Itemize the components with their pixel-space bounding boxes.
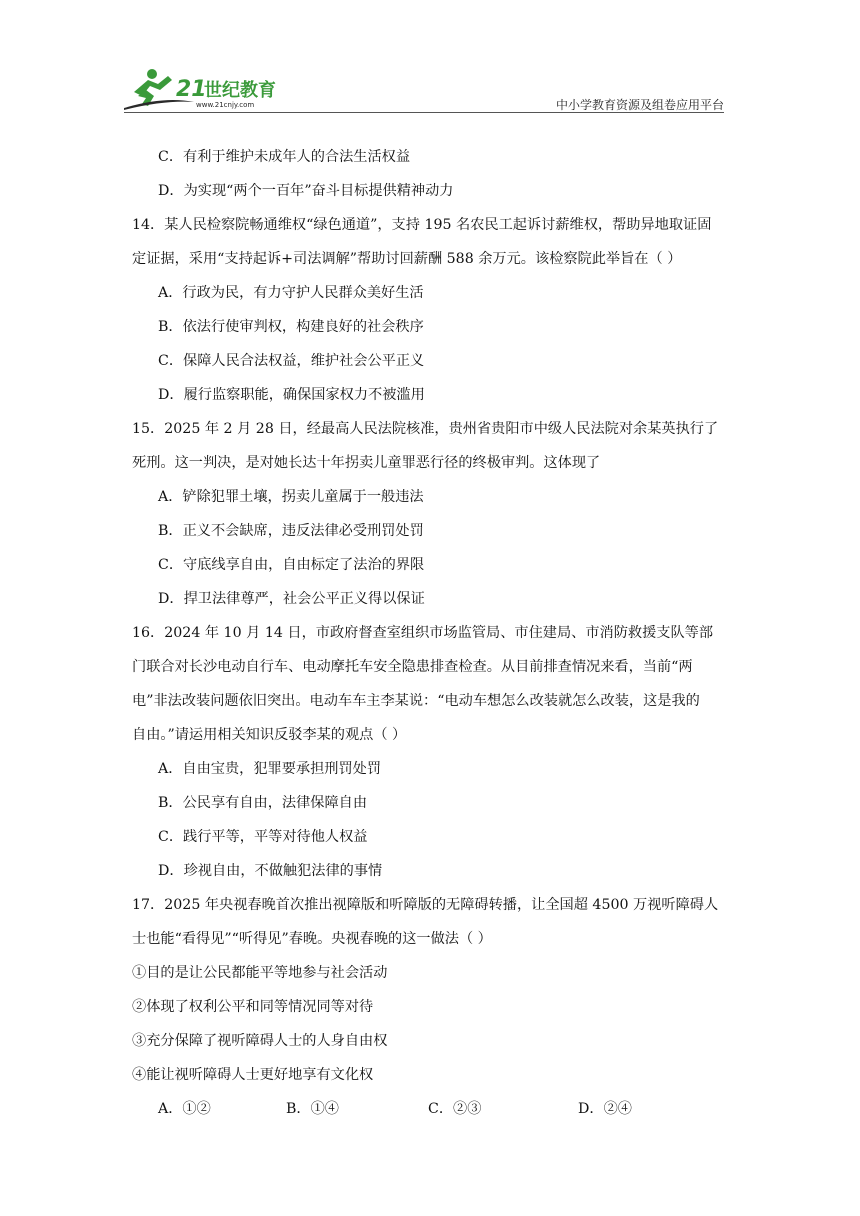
q15-stem-line-1: 15．2025 年 2 月 28 日，经最高人民法院核准，贵州省贵阳市中级人民法院对余某英执行了: [132, 421, 719, 437]
q17-item-3: ③充分保障了视听障碍人士的人身自由权: [132, 1033, 388, 1049]
q14-stem-line-2: 定证据，采用“支持起诉+司法调解”帮助讨回薪酬 588 余万元。该检察院此举旨在（ ）: [132, 251, 682, 267]
q16-option-b: B．公民享有自由，法律保障自由: [158, 795, 368, 811]
svg-text:21: 21: [176, 77, 207, 102]
svg-text:世纪教育: 世纪教育: [204, 80, 276, 101]
q15-option-c: C．守底线享自由，自由标定了法治的界限: [158, 557, 425, 573]
q16-stem-line-2: 门联合对长沙电动自行车、电动摩托车安全隐患排查检查。从目前排查情况来看，当前“两: [132, 659, 693, 675]
q17-item-4: ④能让视听障碍人士更好地享有文化权: [132, 1067, 374, 1083]
q15-option-a: A．铲除犯罪土壤，拐卖儿童属于一般违法: [158, 489, 424, 505]
q15-option-b: B．正义不会缺席，违反法律必受刑罚处罚: [158, 523, 424, 539]
q16-stem-line-3: 电”非法改装问题依旧突出。电动车车主李某说：“电动车想怎么改装就怎么改装，这是我的: [132, 693, 700, 709]
q14-option-b: B．依法行使审判权，构建良好的社会秩序: [158, 319, 424, 335]
q17-stem-line-2: 士也能“看得见”“听得见”春晚。央视春晚的这一做法（ ）: [132, 931, 492, 947]
header-rule: [124, 112, 724, 113]
q13-option-c: C．有利于维护未成年人的合法生活权益: [158, 149, 411, 165]
q17-item-2: ②体现了权利公平和同等情况同等对待: [132, 999, 374, 1015]
q16-option-d: D．珍视自由，不做触犯法律的事情: [158, 863, 383, 879]
q14-stem-line-1: 14．某人民检察院畅通维权“绿色通道”，支持 195 名农民工起诉讨薪维权，帮助异地取证固: [132, 217, 712, 233]
q17-options-row: [132, 1092, 732, 1126]
q14-option-a: A．行政为民，有力守护人民群众美好生活: [158, 285, 424, 301]
q13-option-d: D．为实现“两个一百年”奋斗目标提供精神动力: [158, 183, 454, 199]
q15-option-d: D．捍卫法律尊严，社会公平正义得以保证: [158, 591, 425, 607]
q17-option-c: C．②③: [428, 1101, 482, 1117]
q14-option-c: C．保障人民合法权益，维护社会公平正义: [158, 353, 425, 369]
21cnjy-logo: [124, 66, 294, 112]
q16-option-a: A．自由宝贵，犯罪要承担刑罚处罚: [158, 761, 382, 777]
platform-name: 中小学教育资源及组卷应用平台: [555, 98, 724, 112]
q15-stem-line-2: 死刑。这一判决，是对她长达十年拐卖儿童罪恶行径的终极审判。这体现了: [132, 455, 601, 471]
q16-stem-line-4: 自由。”请运用相关知识反驳李某的观点（ ）: [132, 727, 407, 743]
q16-option-c: C．践行平等，平等对待他人权益: [158, 829, 368, 845]
q14-option-d: D．履行监察职能，确保国家权力不被滥用: [158, 387, 425, 403]
q17-item-1: ①目的是让公民都能平等地参与社会活动: [132, 965, 388, 981]
q17-option-a: A．①②: [158, 1101, 211, 1117]
svg-text:www.21cnjy.com: www.21cnjy.com: [196, 101, 255, 109]
q17-stem-line-1: 17．2025 年央视春晚首次推出视障版和听障版的无障碍转播，让全国超 4500 万视听障碍人: [132, 897, 719, 913]
q16-stem-line-1: 16．2024 年 10 月 14 日，市政府督查室组织市场监管局、市住建局、市消防救援支队等部: [132, 625, 714, 641]
question-content: [132, 140, 732, 1126]
q17-option-b: B．①④: [286, 1101, 339, 1117]
q17-option-d: D．②④: [578, 1101, 632, 1117]
page-header: [124, 66, 724, 116]
